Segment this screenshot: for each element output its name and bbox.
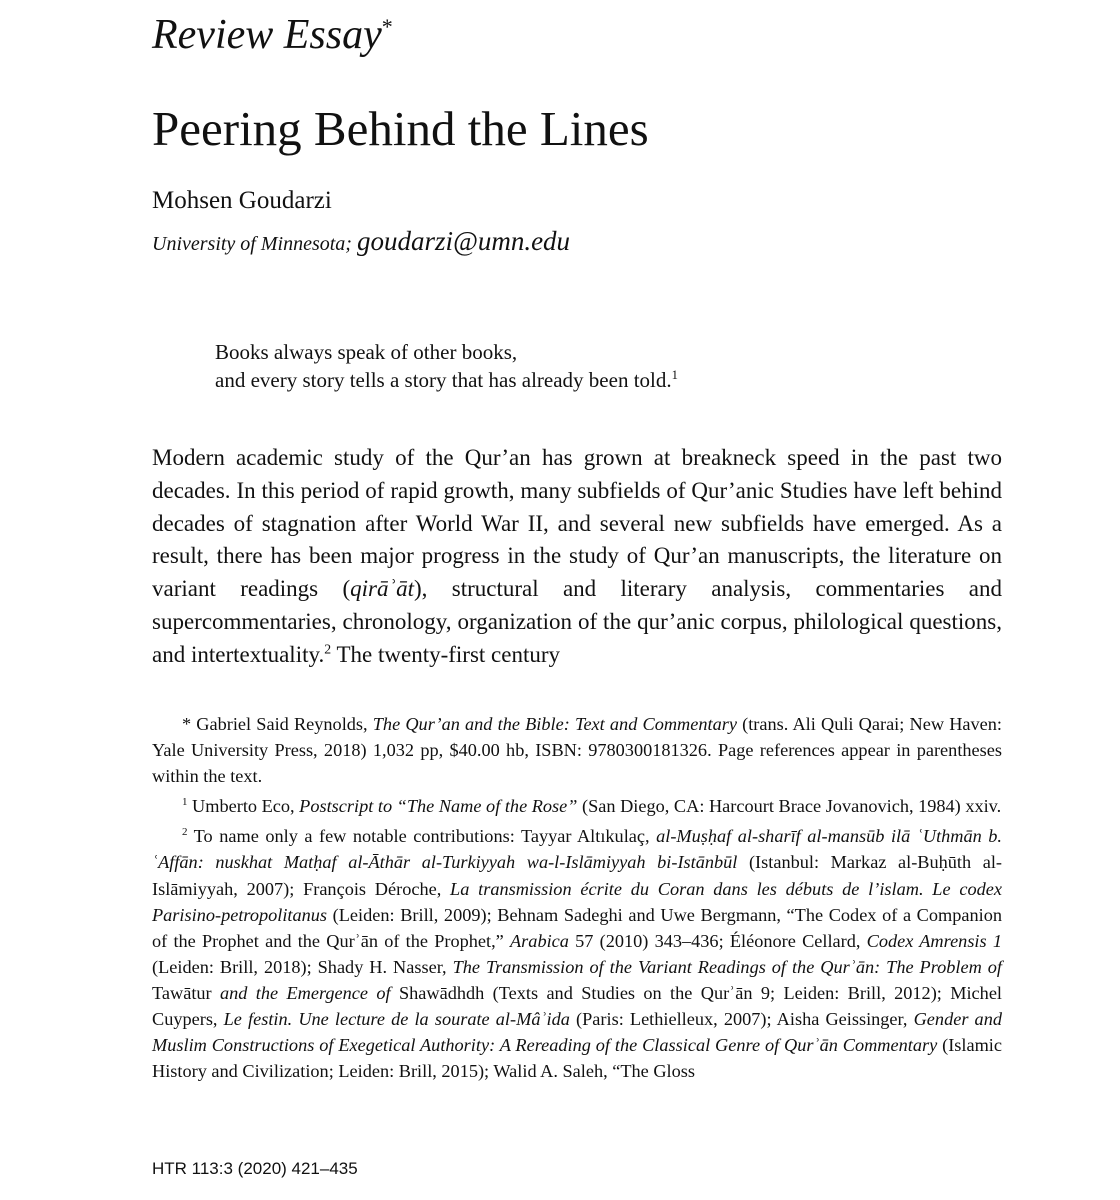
footnote-ref-1[interactable]: 1 <box>671 368 678 382</box>
footnote-text: Umberto Eco, <box>187 796 300 817</box>
footnote-italic: al-Muṣḥaf al-sharīf al-mansūb ilā ʿUthmān b. ʿAffān: nuskhat Matḥaf al-Āthār al-Turkiyyah wa-l-Islāmiyyah bi-Istānbūl <box>152 826 1003 873</box>
author-affiliation <box>152 224 570 259</box>
footnote-text: (Leiden: Brill, 2018); Shady H. Nasser, <box>152 956 453 977</box>
email-link[interactable]: goudarzi@umn.edu <box>356 226 571 256</box>
footnote-italic: Le festin. Une lecture de la sourate al-Mâʾida <box>223 1009 570 1030</box>
footnote-italic: and the Emergence of <box>220 982 391 1003</box>
footnote-text: (Istanbul: Markaz al-Buḥūth al-Islāmiyyah, 2007); François Déroche, <box>152 852 1002 899</box>
footnote-text: Shawādhdh (Texts and Studies on the Qurʾān 9; Leiden: Brill, 2012); Michel Cuypers, <box>152 982 1003 1030</box>
body-italic-term: qirāʾāt <box>350 576 415 602</box>
footnote-text: (Paris: Lethielleux, 2007); Aisha Geissinger, <box>569 1009 914 1030</box>
footnote-text: Gabriel Said Reynolds, <box>191 714 373 734</box>
author-name: Mohsen Goudarzi <box>152 187 332 214</box>
footnote-text: (trans. Ali Quli Qarai; New Haven: Yale University Press, 2018) 1,032 pp, $40.00 hb, ISBN: 9780300181326. Page references appear in parentheses within the text. <box>152 714 1002 787</box>
epigraph-line-2-text: and every story tells a story that has already been told. <box>215 368 672 392</box>
footnote-italic: The Transmission of the Variant Readings of the Qurʾān: The Problem of <box>452 956 1003 977</box>
institution: University of Minnesota; <box>152 233 352 255</box>
kicker-text: Review Essay <box>152 12 382 58</box>
footnote-2-mark: 2 <box>182 826 188 839</box>
footnote-italic: The Qur’an and the Bible: Text and Commentary <box>372 714 737 734</box>
kicker-footnote-mark[interactable]: * <box>381 14 393 39</box>
footnote-italic: Gender and Muslim Constructions of Exegetical Authority: A Rereading of the Classical Genre of Qurʾān Commentary <box>152 1009 1002 1056</box>
footnote-text: (Leiden: Brill, 2009); Behnam Sadeghi and Uwe Bergmann, “The Codex of a Companion of the Prophet and the Qurʾān of the Prophet,” <box>152 904 1002 951</box>
footnotes <box>152 711 1002 1088</box>
footnote-1 <box>152 793 1002 819</box>
epigraph <box>215 338 678 394</box>
footnote-text: (San Diego, CA: Harcourt Brace Jovanovich, 1984) xxiv. <box>577 796 1002 817</box>
footnote-text: 57 (2010) 343–436; Éléonore Cellard, <box>568 930 867 951</box>
epigraph-line-2 <box>215 366 678 394</box>
body-text-2: ), structural and literary analysis, commentaries and supercommentaries, chronology, organization of the qur’anic corpus, philological questions, and intertextuality. <box>152 576 1002 667</box>
epigraph-line-1: Books always speak of other books, <box>215 340 518 364</box>
footnote-star <box>152 711 1002 789</box>
article-title: Peering Behind the Lines <box>152 101 649 156</box>
body-text-3: The twenty-first century <box>331 641 561 667</box>
footnote-text: (Islamic History and Civilization; Leiden: Brill, 2015); Walid A. Saleh, “The Gloss <box>152 1035 1003 1082</box>
footnote-text: Tawātur <box>152 982 220 1003</box>
journal-citation-footer: HTR 113:3 (2020) 421–435 <box>152 1159 358 1178</box>
body-text-1: Modern academic study of the Qur’an has grown at breakneck speed in the past two decades. In this period of rapid growth, many subfields of Qur’anic Studies have left behind decades of stagnation after World War II, and several new subfields have emerged. As a result, there has been major progress in the study of Qur’an manuscripts, the literature on variant readings ( <box>152 445 1002 602</box>
footnote-italic: Codex Amrensis 1 <box>866 930 1002 951</box>
footnote-2 <box>152 823 1002 1084</box>
footnote-1-mark: 1 <box>182 796 188 809</box>
footnote-star-mark: * <box>182 714 192 734</box>
footnote-italic: Postscript to “The Name of the Rose” <box>299 796 578 817</box>
footnote-ref-2[interactable]: 2 <box>324 641 332 657</box>
footnote-text: To name only a few notable contributions: Tayyar Altıkulaç, <box>187 826 657 847</box>
footnote-italic: La transmission écrite du Coran dans les débuts de l’islam. Le codex Parisino-petropolitanus <box>152 878 1002 925</box>
section-kicker <box>152 10 393 60</box>
body-paragraph <box>152 442 1002 672</box>
footnote-italic: Arabica <box>510 930 569 951</box>
